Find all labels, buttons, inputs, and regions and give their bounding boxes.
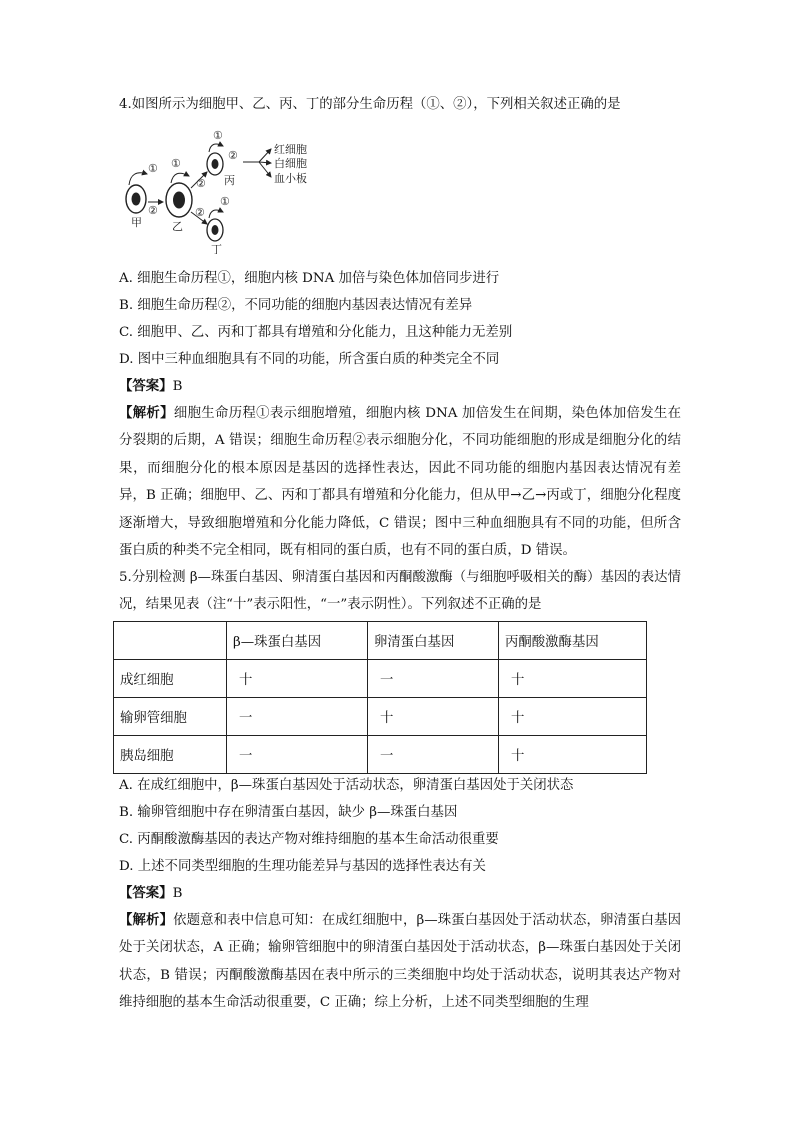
- q5-option-b: B. 输卵管细胞中存在卵清蛋白基因，缺少 β—珠蛋白基因: [119, 805, 458, 820]
- table-header-cell: 丙酮酸激酶基因: [499, 622, 647, 660]
- label-bing: 丙: [224, 174, 235, 187]
- label-platelet: 血小板: [274, 172, 307, 185]
- answer-label: 【答案】: [119, 885, 173, 901]
- table-header-cell: [114, 622, 227, 660]
- table-cell: 一: [227, 698, 368, 736]
- answer-label: 【答案】: [119, 378, 173, 394]
- label-white-cell: 白细胞: [274, 157, 307, 170]
- table-cell: 胰岛细胞: [114, 736, 227, 774]
- table-row: [114, 660, 647, 698]
- table-row: [114, 698, 647, 736]
- table-cell: 一: [368, 660, 499, 698]
- answer-value: B: [172, 886, 183, 901]
- q5-stem: 5.分别检测 β—珠蛋白基因、卵清蛋白基因和丙酮酸激酶（与细胞呼吸相关的酶）基因的表达情况，结果见表（注“十”表示阳性，“一”表示阴性）。下列叙述不正确的是: [119, 570, 681, 613]
- label-1d: ①: [220, 195, 230, 208]
- label-jia: 甲: [131, 216, 142, 229]
- label-1b: ①: [171, 157, 181, 170]
- table-header-cell: 卵清蛋白基因: [368, 622, 499, 660]
- q4-option-a: A. 细胞生命历程①，细胞内核 DNA 加倍与染色体加倍同步进行: [119, 271, 500, 286]
- table-cell: 十: [499, 698, 647, 736]
- q4-option-b: B. 细胞生命历程②，不同功能的细胞内基因表达情况有差异: [119, 298, 473, 313]
- answer-value: B: [172, 379, 183, 394]
- q5-option-a: A. 在成红细胞中，β—珠蛋白基因处于活动状态，卵清蛋白基因处于关闭状态: [119, 778, 574, 793]
- table-header-row: [114, 622, 647, 660]
- label-1c: ①: [213, 129, 223, 142]
- q4-stem: 4.如图所示为细胞甲、乙、丙、丁的部分生命历程（①、②），下列相关叙述正确的是: [119, 97, 621, 112]
- label-2b: ②: [196, 177, 206, 190]
- table-row: [114, 736, 647, 774]
- analysis-label: 【解析】: [119, 912, 174, 928]
- table-cell: 十: [368, 698, 499, 736]
- cell-bing: [207, 144, 223, 175]
- analysis-label: 【解析】: [119, 405, 174, 421]
- table-cell: 十: [227, 660, 368, 698]
- q4-option-d: D. 图中三种血细胞具有不同的功能，所含蛋白质的种类完全不同: [119, 352, 500, 367]
- table-cell: 十: [499, 660, 647, 698]
- label-2c: ②: [195, 206, 205, 219]
- q4-option-c: C. 细胞甲、乙、丙和丁都具有增殖和分化能力，且这种能力无差别: [119, 325, 513, 340]
- q4-answer: [119, 377, 182, 396]
- table-cell: 一: [227, 736, 368, 774]
- q5-option-c: C. 丙酮酸激酶基因的表达产物对维持细胞的基本生命活动很重要: [119, 832, 499, 847]
- q5-answer: [119, 884, 182, 903]
- cell-ding: [207, 210, 223, 241]
- table-cell: 十: [499, 736, 647, 774]
- label-2a: ②: [148, 204, 158, 217]
- cell-jia: [126, 173, 147, 213]
- label-ding: 丁: [211, 243, 222, 254]
- label-1a: ①: [148, 162, 158, 175]
- q5-analysis: [119, 907, 681, 1017]
- table-cell: 输卵管细胞: [114, 698, 227, 736]
- table-header-cell: β—珠蛋白基因: [227, 622, 368, 660]
- cell-life-history-diagram: [119, 124, 349, 254]
- cell-yi: [166, 173, 192, 217]
- q5-option-d: D. 上述不同类型细胞的生理功能差异与基因的选择性表达有关: [119, 859, 486, 874]
- label-red-cell: 红细胞: [274, 143, 307, 156]
- table-cell: 成红细胞: [114, 660, 227, 698]
- table-cell: 一: [368, 736, 499, 774]
- gene-expression-table: [113, 621, 647, 774]
- q4-analysis: [119, 400, 681, 564]
- label-2d: ②: [228, 149, 238, 162]
- analysis-text: 依题意和表中信息可知：在成红细胞中，β—珠蛋白基因处于活动状态，卵清蛋白基因处于关闭状态，A 正确；输卵管细胞中的卵清蛋白基因处于活动状态，β—珠蛋白基因处于关闭状态，B 错误；丙酮酸激酶基因在表中所示的三类细胞中均处于活动状态，说明其表达产物对维持细胞的基本生命活动很重要，C 正确；综上分析，上述不同类型细胞的生理: [119, 913, 681, 1011]
- analysis-text: 细胞生命历程①表示细胞增殖，细胞内核 DNA 加倍发生在间期，染色体加倍发生在分裂期的后期，A 错误；细胞生命历程②表示细胞分化，不同功能细胞的形成是细胞分化的结果，而细胞分化的根本原因是基因的选择性表达，因此不同功能的细胞内基因表达情况有差异，B 正确；细胞甲、乙、丙和丁都具有增殖和分化能力，但从甲→乙→丙或丁，细胞分化程度逐渐增大，导致细胞增殖和分化能力降低，C 错误；图中三种血细胞具有不同的功能，但所含蛋白质的种类不完全相同，既有相同的蛋白质，也有不同的蛋白质，D 错误。: [119, 406, 682, 559]
- label-yi: 乙: [172, 220, 183, 233]
